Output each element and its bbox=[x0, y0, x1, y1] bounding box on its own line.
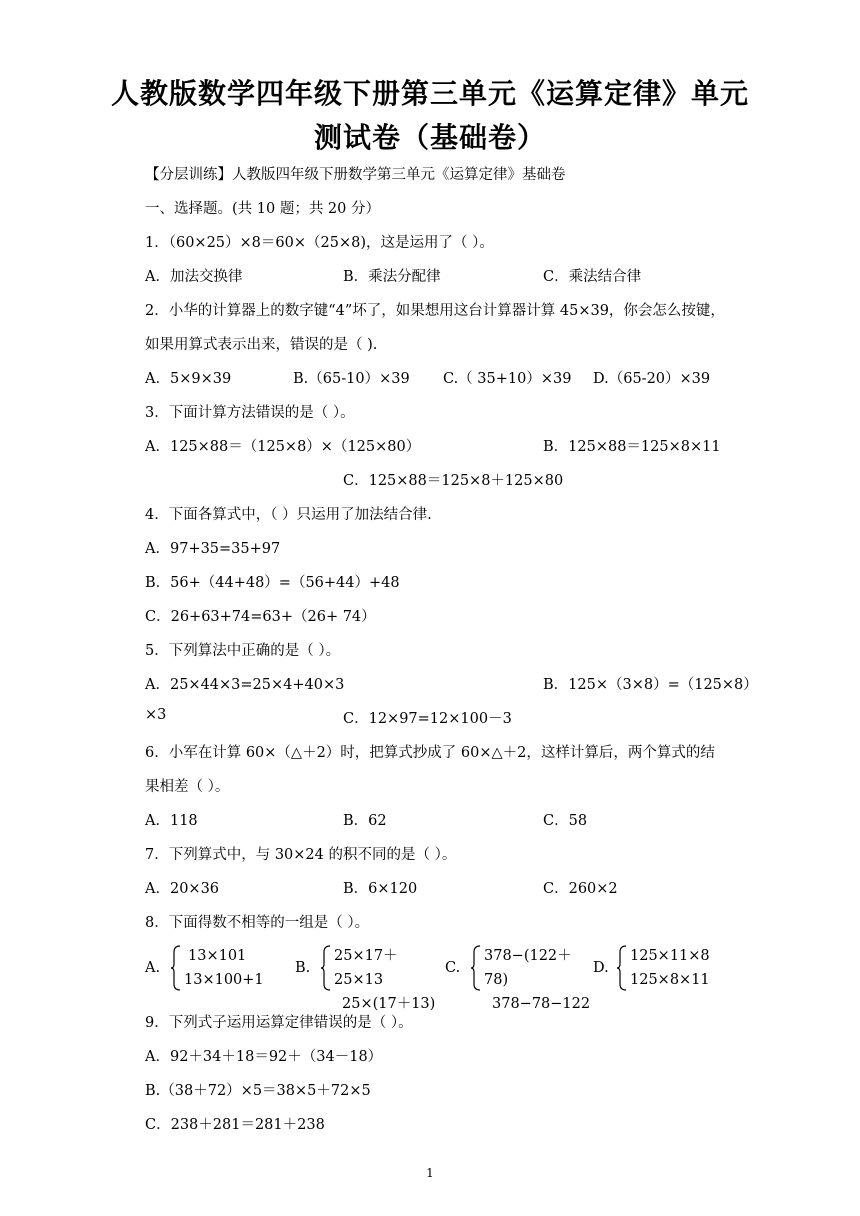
question-8-option-a-bottom: 13×100+1 bbox=[184, 972, 264, 988]
left-brace-icon bbox=[616, 944, 628, 992]
page-number: 1 bbox=[426, 1166, 434, 1180]
section-heading: 一、选择题。(共 10 题；共 20 分） bbox=[145, 201, 380, 217]
question-6-stem-continued: 果相差（ ）。 bbox=[145, 779, 230, 795]
question-8-option-b-bottom: 25×(17＋13) bbox=[342, 996, 436, 1012]
question-8-option-c-label: C. bbox=[445, 960, 461, 976]
left-brace-icon bbox=[170, 944, 182, 992]
question-9-option-c: C．238＋281＝281＋238 bbox=[145, 1117, 325, 1133]
question-8-option-a-label: A. bbox=[145, 960, 161, 976]
left-brace-icon bbox=[470, 944, 482, 992]
question-8-option-d-label: D. bbox=[593, 960, 609, 976]
question-5-option-b-continued: ×3 bbox=[145, 707, 167, 723]
document-title-line2: 测试卷（基础卷） bbox=[313, 121, 546, 154]
question-8-option-c-bottom: 378−78−122 bbox=[492, 996, 591, 1012]
question-8-option-d-system bbox=[616, 944, 726, 992]
question-8-option-a-system bbox=[170, 944, 290, 992]
question-6-option-a: A．118 bbox=[145, 813, 198, 829]
question-8-option-c-top: 378−(122＋78) bbox=[484, 948, 572, 988]
question-4-option-b: B．56+（44+48）=（56+44）+48 bbox=[145, 575, 400, 591]
question-8-stem: 8．下面得数不相等的一组是（ ）。 bbox=[145, 915, 370, 931]
question-3-option-a: A．125×88＝（125×8）×（125×80） bbox=[145, 439, 421, 455]
question-9-stem: 9．下列式子运用运算定律错误的是（ ）。 bbox=[145, 1015, 413, 1031]
question-8-option-d-bottom: 125×8×11 bbox=[630, 972, 710, 988]
question-4-stem: 4．下面各算式中，（ ）只运用了加法结合律. bbox=[145, 507, 432, 523]
question-4-option-c: C．26+63+74=63+（26+ 74） bbox=[145, 609, 376, 625]
question-5-option-c: C．12×97=12×100－3 bbox=[343, 711, 512, 727]
question-8-option-b-top: 25×17＋25×13 bbox=[334, 948, 398, 988]
question-2-option-c: C.（ 35+10）×39 bbox=[443, 371, 572, 387]
question-8-option-a-top: 13×101 bbox=[188, 948, 247, 964]
question-7-option-c: C．260×2 bbox=[543, 881, 618, 897]
question-3-option-c: C．125×88＝125×8＋125×80 bbox=[343, 473, 564, 489]
question-2-stem: 2．小华的计算器上的数字键“4”坏了，如果想用这台计算器计算 45×39，你会怎么按键， bbox=[145, 303, 725, 319]
question-3-stem: 3．下面计算方法错误的是（ ）。 bbox=[145, 405, 355, 421]
question-7-stem: 7．下列算式中，与 30×24 的积不同的是（ ）。 bbox=[145, 847, 457, 863]
question-7-option-a: A．20×36 bbox=[145, 881, 220, 897]
question-6-stem: 6．小军在计算 60×（△＋2）时，把算式抄成了 60×△＋2，这样计算后，两个算式的结 bbox=[145, 745, 715, 761]
question-1-option-c: C．乘法结合律 bbox=[543, 269, 642, 285]
question-9-option-a: A．92＋34＋18＝92＋（34－18） bbox=[145, 1049, 383, 1065]
question-1-option-b: B．乘法分配律 bbox=[343, 269, 441, 285]
question-2-option-d: D.（65-20）×39 bbox=[593, 371, 711, 387]
question-5-stem: 5．下列算法中正确的是（ ）。 bbox=[145, 643, 341, 659]
question-6-option-c: C．58 bbox=[543, 813, 588, 829]
question-7-option-b: B．6×120 bbox=[343, 881, 418, 897]
question-5-option-b: B．125×（3×8）=（125×8） bbox=[543, 677, 758, 693]
document-subtitle: 【分层训练】人教版四年级下册数学第三单元《运算定律》基础卷 bbox=[145, 167, 566, 183]
question-8-option-c-system bbox=[470, 944, 591, 1012]
question-2-option-b: B.（65-10）×39 bbox=[293, 371, 410, 387]
question-4-option-a: A．97+35=35+97 bbox=[145, 541, 281, 557]
left-brace-icon bbox=[320, 944, 332, 992]
document-title-line1: 人教版数学四年级下册第三单元《运算定律》单元 bbox=[110, 77, 749, 110]
question-2-option-a: A．5×9×39 bbox=[145, 371, 232, 387]
question-6-option-b: B．62 bbox=[343, 813, 387, 829]
question-1-option-a: A．加法交换律 bbox=[145, 269, 243, 285]
question-9-option-b: B.（38＋72）×5＝38×5＋72×5 bbox=[145, 1083, 371, 1099]
question-8-option-b-label: B. bbox=[295, 960, 311, 976]
question-8-option-b-system bbox=[320, 944, 446, 1012]
question-8-option-d-top: 125×11×8 bbox=[630, 948, 710, 964]
question-5-option-a: A．25×44×3=25×4+40×3 bbox=[145, 677, 345, 693]
question-2-stem-continued: 如果用算式表示出来，错误的是（ ). bbox=[145, 337, 378, 353]
question-1-stem: 1．（60×25）×8＝60×（25×8)，这是运用了（ ）。 bbox=[145, 235, 494, 251]
question-3-option-b: B．125×88＝125×8×11 bbox=[543, 439, 721, 455]
